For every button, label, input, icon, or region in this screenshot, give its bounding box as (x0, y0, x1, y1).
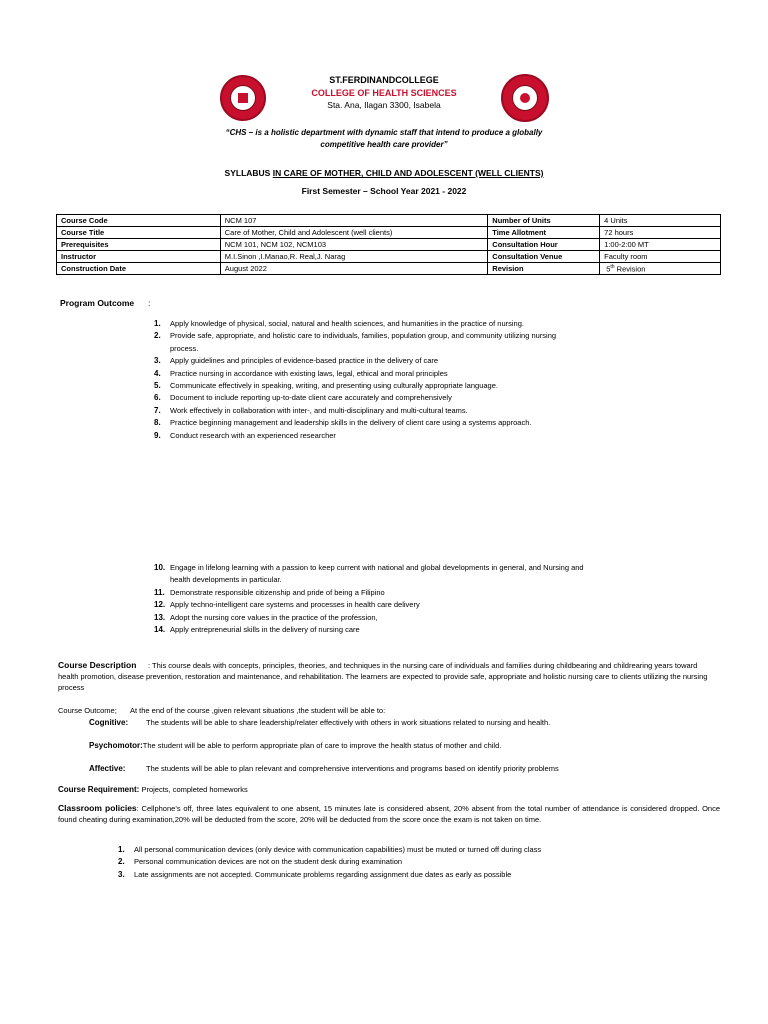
list-item: 10. Engage in lifelong learning with a passion to keep current with national and global developments in general, and Nursing and health developments in particular. (154, 563, 584, 585)
list-item: 2. Personal communication devices are not on the student desk during examination (118, 857, 403, 867)
department-name: COLLEGE OF HEALTH SCIENCES (311, 88, 457, 98)
table-label: Consultation Hour (488, 239, 600, 251)
revision-suffix: th (610, 263, 615, 270)
list-item: 6. Document to include reporting up-to-date client care accurately and comprehensively (154, 393, 452, 403)
program-outcome-list-b (154, 562, 586, 636)
course-outcome-intro (58, 705, 718, 716)
course-outcome-label: Course Outcome; (58, 706, 117, 715)
course-requirement (58, 784, 718, 795)
table-label: Instructor (57, 251, 221, 263)
motto-line-2: competitive health care provider” (320, 140, 448, 149)
program-outcome-colon: : (148, 298, 151, 308)
list-item: 8. Practice beginning management and leadership skills in the delivery of client care using a systems approach. (154, 418, 532, 428)
table-row (57, 239, 721, 251)
cognitive-text: The students will be able to share leadership/relater effectively with others in work situations related to nursing and health. (146, 718, 551, 727)
list-item: 5. Communicate effectively in speaking, writing, and presenting using culturally appropriate language. (154, 381, 498, 391)
table-value: M.I.Sinon ,I.Manao,R. Real,J. Narag (220, 251, 488, 263)
list-item: 4. Practice nursing in accordance with existing laws, legal, ethical and moral principles (154, 368, 448, 378)
course-description-label: Course Description (58, 660, 137, 670)
affective-text: The students will be able to plan relevant and comprehensive interventions and programs based on identify priority problems (146, 764, 559, 773)
table-value: 72 hours (600, 227, 721, 239)
table-value: August 2022 (220, 263, 488, 275)
list-item: 11. Demonstrate responsible citizenship and pride of being a Filipino (154, 587, 385, 597)
list-item: 14. Apply entrepreneurial skills in the delivery of nursing care (154, 625, 360, 635)
syllabus-title (0, 168, 768, 178)
table-value: NCM 101, NCM 102, NCM103 (220, 239, 488, 251)
program-outcome-list-a (154, 318, 574, 442)
college-address: Sta. Ana, Ilagan 3300, Isabela (327, 100, 441, 110)
table-value (600, 263, 721, 275)
classroom-policies-list (118, 844, 598, 881)
course-requirement-text: Projects, completed homeworks (139, 785, 248, 794)
table-row (57, 251, 721, 263)
table-value: Faculty room (600, 251, 721, 263)
table-value: 1:00-2:00 MT (600, 239, 721, 251)
course-info-table (56, 214, 721, 275)
psychomotor-outcome (89, 740, 729, 751)
college-name: ST.FERDINANDCOLLEGE (329, 75, 439, 85)
table-row (57, 215, 721, 227)
list-item: 7. Work effectively in collaboration with inter-, and multi-disciplinary and multi-cultural teams. (154, 405, 468, 415)
list-item: 3. Apply guidelines and principles of evidence-based practice in the delivery of care (154, 356, 439, 366)
list-item: 2. Provide safe, appropriate, and holistic care to individuals, families, population group, and community utilizing nursing process. (154, 331, 557, 353)
table-value: NCM 107 (220, 215, 488, 227)
psychomotor-text: The student will be able to perform appropriate plan of care to improve the health status of mother and child. (142, 741, 502, 750)
affective-outcome (89, 763, 729, 774)
list-item: 9. Conduct research with an experienced researcher (154, 430, 336, 440)
table-label: Revision (488, 263, 600, 275)
classroom-policies (58, 803, 720, 825)
table-label: Number of Units (488, 215, 600, 227)
classroom-policies-text: : Cellphone’s off, three lates equivalent to one absent, 15 minutes late is considered absent, 20% absent from the total number of attendance is considered dropped. Once found cheating during examination,20% will be deducted from the score, 20% will be deducted from the score once the exam is not taken on time. (58, 804, 720, 824)
course-description (58, 660, 718, 693)
cognitive-label: Cognitive: (89, 718, 129, 727)
revision-number: 5 (606, 264, 611, 274)
course-outcome-intro-text: At the end of the course ,given relevant situations ,the student will be able to: (130, 706, 386, 715)
table-label: Prerequisites (57, 239, 221, 251)
psychomotor-label: Psychomotor: (89, 741, 143, 750)
table-value: 4 Units (600, 215, 721, 227)
classroom-policies-label: Classroom policies (58, 803, 137, 813)
table-label: Course Code (57, 215, 221, 227)
table-row (57, 227, 721, 239)
motto-line-1: “CHS – is a holistic department with dynamic staff that intend to produce a globally (225, 128, 543, 137)
list-item: 3. Late assignments are not accepted. Communicate problems regarding assignment due dates as early as possible (118, 869, 512, 879)
syllabus-course-title: IN CARE OF MOTHER, CHILD AND ADOLESCENT (WELL CLIENTS) (272, 168, 544, 178)
list-item: 13. Adopt the nursing core values in the practice of the profession, (154, 612, 378, 622)
program-outcome-label: Program Outcome (60, 298, 135, 308)
course-description-text: : This course deals with concepts, principles, theories, and techniques in the nursing care of individuals and families during childbearing and childrearing years toward health promotion, disease prevention, restoration and maintenance, and rehabilitation. The learners are expected to provide safe, appropriate and holistic nursing care to clients utilizing the nursing process (58, 661, 708, 692)
list-item: 1. Apply knowledge of physical, social, natural and health sciences, and humanities in the practice of nursing. (154, 319, 524, 328)
table-label: Consultation Venue (488, 251, 600, 263)
list-item: 12. Apply techno-intelligent care systems and processes in health care delivery (154, 600, 420, 610)
table-label: Course Title (57, 227, 221, 239)
course-requirement-label: Course Requirement: (58, 785, 140, 794)
table-row (57, 263, 721, 275)
semester-line: First Semester – School Year 2021 - 2022 (301, 186, 467, 196)
affective-label: Affective: (89, 764, 126, 773)
table-label: Construction Date (57, 263, 221, 275)
table-label: Time Allotment (488, 227, 600, 239)
syllabus-prefix: SYLLABUS (224, 168, 273, 178)
department-motto (0, 127, 768, 151)
cognitive-outcome (89, 717, 729, 728)
list-item: 1. All personal communication devices (only device with communication capabilities) must be muted or turned off during class (118, 845, 542, 854)
table-value: Care of Mother, Child and Adolescent (well clients) (220, 227, 488, 239)
revision-word: Revision (614, 264, 646, 274)
